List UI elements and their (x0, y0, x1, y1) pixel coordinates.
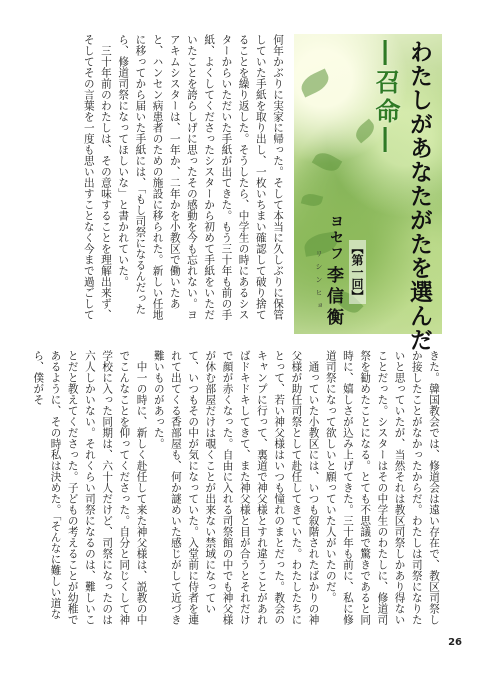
author-name: 李信衡 (323, 266, 343, 329)
author-prefix: ヨセフ (328, 214, 344, 262)
article-body-upper: 何年かぶりに実家に帰った。そして本当に久しぶりに保管していた手紙を取り出し、一枚いちまい確認して破り捨てることを繰り返した。そうしたら、中学生の時にあるシスターからいただいた手紙が出てきた。もう三十年も前の手紙、よくしてくださったシスターから初めて手紙をいただいたことを誇らしげに思ったその感動を今も忘れない。ヨアキムシスターは、一年か、二年かを小教区で働いたあと、ハンセン病患者のための施設に移られた。新しい任地に移ってから届いた手紙には、「もし司祭になるんだったら、修道司祭になってほしいな」と書かれていた。 三十年前のわたしは、その意味することを理解出来ず、そしてその言葉を一度も思い出すことなく今まで過ごして (82, 34, 284, 320)
title-banner (294, 34, 442, 352)
author-reading: リシンヒョ (315, 250, 323, 315)
article-title: わたしがあなたがたを選んだ (406, 40, 432, 352)
banner-leaf-decoration (298, 69, 333, 98)
article-body-lower: きた。韓国教会では、修道会は遠い存在で、教区司祭しか接したことがなかったからだ。わたしは司祭になりたいと思っていたが、当然それは教区司祭しかあり得ないことだった。シスターはその中学生のわたしに、修道司祭を勧めたことになる。とても不思議で驚きであると同時に、嬉しさが込み上げてきた。三十年も前に、私に修道司祭になって欲しいと願っていた人がいたのだ。 通っていた小教区には、いつも叙階されたばかりの神父様が助任司祭として赴任してきていた。わたしたちにとって、若い神父様はいつも憧れのまとだった。教会のキャンプに行って、裏道で神父様とすれ違うことがあればドキドキしてきて、また神父様と目が合うとそれだけで顔が赤くなった。自由に入れる司祭館の中でも神父様が休む部屋だけは覗くことが出来ない禁域になっていて、いつもその中が気になっていた。入堂前に侍者を連れて出てくる香部屋も、何か謎めいた感じがして近づき難いものがあった。 中一の時に、新しく赴任して来た神父様は、説教の中でこんなことを仰ってくださった。自分と同じくして神学校に入った同期は、六十人だけど、司祭になったのは六人しかいない。それくらい司祭になるのは、難しいことだと教えてくださった。子どもの考えることが幼稚であるように、その時私は決めた。「そんなに難しい道なら、僕がそ (32, 350, 440, 625)
article-subtitle: ―召命― (372, 40, 401, 156)
series-label: 【第一回】 (350, 242, 364, 302)
page-number: 26 (448, 637, 462, 648)
banner-leaf-decoration (301, 192, 323, 209)
banner-leaf-decoration (312, 149, 343, 176)
